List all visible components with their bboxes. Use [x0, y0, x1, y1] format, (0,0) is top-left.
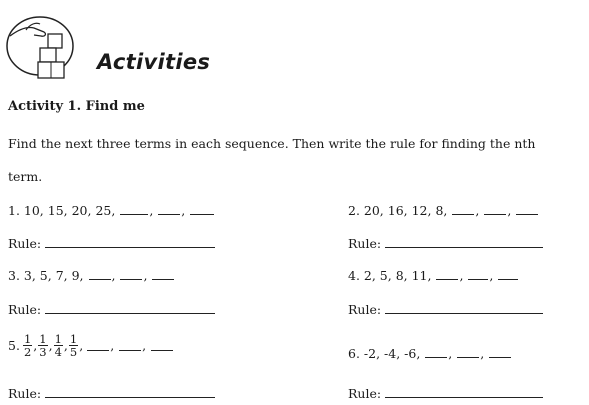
answer-blank[interactable] — [119, 340, 141, 351]
rule-row-4 — [348, 302, 543, 317]
sequence-2-terms: 2. 20, 16, 12, 8, — [348, 203, 448, 218]
answer-blank[interactable] — [457, 347, 479, 358]
answer-blank[interactable] — [158, 204, 180, 215]
answer-blank[interactable] — [516, 204, 538, 215]
sequence-6-terms: 6. -2, -4, -6, — [348, 346, 421, 361]
sequence-1-terms: 1. 10, 15, 20, 25, — [8, 203, 116, 218]
fraction: $\frac{1}{3}$ — [39, 332, 47, 359]
activity-heading: Activity 1. Find me — [8, 99, 145, 114]
sequence-item-1: 1. 10, 15, 20, 25, , , — [8, 203, 215, 218]
instructions-line-1: Find the next three terms in each sequence. Then write the rule for finding the nth — [8, 136, 536, 151]
fraction: $\frac{1}{4}$ — [54, 332, 62, 359]
answer-blank[interactable] — [151, 340, 173, 351]
rule-answer-line[interactable] — [385, 387, 543, 398]
answer-blank[interactable] — [120, 204, 148, 215]
rule-answer-line[interactable] — [385, 303, 543, 314]
rule-label: Rule: — [8, 302, 42, 317]
rule-answer-line[interactable] — [385, 237, 543, 248]
fraction: $\frac{1}{2}$ — [23, 332, 32, 359]
answer-blank[interactable] — [489, 347, 511, 358]
instructions-line-2: term. — [8, 169, 43, 184]
rule-answer-line[interactable] — [45, 387, 215, 398]
answer-blank[interactable] — [190, 204, 214, 215]
rule-answer-line[interactable] — [45, 303, 215, 314]
rule-answer-line[interactable] — [45, 237, 215, 248]
answer-blank[interactable] — [468, 269, 488, 280]
rule-label: Rule: — [8, 236, 42, 251]
rule-row-6 — [348, 386, 543, 401]
sequence-3-terms: 3. 3, 5, 7, 9, — [8, 268, 84, 283]
rule-row-5 — [8, 386, 215, 401]
rule-label: Rule: — [348, 236, 382, 251]
answer-blank[interactable] — [120, 269, 142, 280]
rule-label: Rule: — [8, 386, 42, 401]
rule-row-1 — [8, 236, 215, 251]
answer-blank[interactable] — [498, 269, 518, 280]
sequence-item-4: 4. 2, 5, 8, 11, , , — [348, 268, 519, 283]
answer-blank[interactable] — [152, 269, 174, 280]
rule-row-2 — [348, 236, 543, 251]
answer-blank[interactable] — [452, 204, 474, 215]
answer-blank[interactable] — [87, 340, 109, 351]
answer-blank[interactable] — [425, 347, 447, 358]
sequence-item-6: 6. -2, -4, -6, , , — [348, 346, 512, 361]
sequence-item-3: 3. 3, 5, 7, 9, , , — [8, 268, 175, 283]
sequence-4-terms: 4. 2, 5, 8, 11, — [348, 268, 432, 283]
rule-row-3 — [8, 302, 215, 317]
page-title: Activities — [97, 50, 211, 74]
rule-label: Rule: — [348, 302, 382, 317]
sequence-5-number: 5. — [8, 338, 20, 353]
answer-blank[interactable] — [436, 269, 458, 280]
hands-stacking-blocks-icon — [4, 10, 90, 82]
fraction: $\frac{1}{5}$ — [69, 332, 78, 359]
answer-blank[interactable] — [484, 204, 506, 215]
sequence-item-2: 2. 20, 16, 12, 8, , , — [348, 203, 539, 218]
rule-label: Rule: — [348, 386, 382, 401]
answer-blank[interactable] — [89, 269, 111, 280]
sequence-item-5: 5. $\frac{1}{2}$ , $\frac{1}{3}$ , $\frac{1}{4}$ , $\frac{1}{5}$ , , , — [8, 333, 174, 358]
